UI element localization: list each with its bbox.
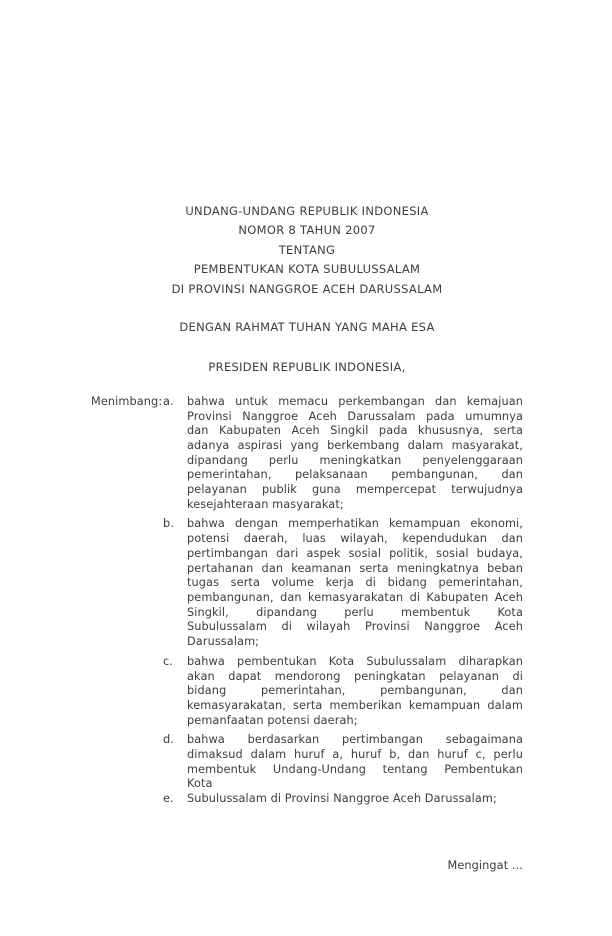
text-line: potensi daerah, luas wilayah, kependudukan dan [187,532,523,546]
text-line: bidang pemerintahan, pembangunan, dan [187,684,523,698]
menimbang-section [91,395,523,812]
text-line: pertimbangan dari aspek sosial politik, sosial budaya, [187,546,523,560]
text-line: Singkil, dipandang perlu membentuk Kota [187,605,523,619]
document-title [91,202,523,299]
text-line: tugas serta volume kerja di bidang pemerintahan, [187,576,523,590]
item-letter: e. [163,792,174,806]
item-text [187,395,523,513]
title-line-tentang: TENTANG [278,242,336,257]
text-line: pembangunan, dan kemasyarakatan di Kabupaten Aceh [187,590,523,604]
title-line-act: UNDANG-UNDANG REPUBLIK INDONESIA [185,204,429,218]
item-letter: c. [163,654,174,668]
text-line: pelayanan publik guna mempercepat terwujudnya [187,483,523,497]
text-line: bahwa pembentukan Kota Subulussalam diharapkan [187,654,523,668]
menimbang-item-e [163,792,523,807]
menimbang-item-b [163,517,523,649]
text-line: bahwa untuk memacu perkembangan dan kemajuan [187,394,523,408]
text-line: Kota [187,777,213,791]
text-line: bahwa berdasarkan pertimbangan sebagaimana [187,733,523,747]
title-line-subject: PEMBENTUKAN KOTA SUBULUSSALAM [193,262,421,277]
item-text [187,655,523,729]
text-line: dipandang perlu meningkatkan penyelenggaraan [187,453,523,467]
item-text [187,517,523,649]
text-line: pemanfaatan potensi daerah; [187,713,358,727]
text-line: dimaksud dalam huruf a, huruf b, dan huruf c, perlu [187,748,523,762]
title-line-number: NOMOR 8 TAHUN 2007 [238,223,376,238]
text-line: pemerintahan, pelaksanaan pembangunan, dan [187,468,523,482]
item-letter: d. [163,733,174,747]
text-line: kesejahteraan masyarakat; [187,497,344,511]
text-line: dan Kabupaten Aceh Singkil pada khususnya, serta [187,424,523,438]
invocation-line: DENGAN RAHMAT TUHAN YANG MAHA ESA [179,320,435,335]
text-line: bahwa dengan memperhatikan kemampuan ekonomi, [187,517,523,531]
catchword: Mengingat ... [447,858,523,872]
menimbang-item-a [163,395,523,513]
text-line: adanya aspirasi yang berkembang dalam masyarakat, [187,438,523,452]
text-line: Darussalam; [187,635,260,649]
menimbang-item-d [163,733,523,792]
menimbang-items [163,395,523,812]
text-line: Provinsi Nanggroe Aceh Darussalam pada umumnya [187,409,523,423]
item-text [187,733,523,792]
item-letter: b. [163,517,174,531]
item-letter: a. [163,394,174,408]
text-line: kemasyarakatan, serta memberikan kemampuan dalam [187,698,523,712]
item-text [187,792,523,807]
text-line: membentuk Undang-Undang tentang Pembentukan [187,762,523,776]
text-line: pertahanan dan keamanan serta meningkatnya beban [187,561,523,575]
text-line: akan dapat mendorong peningkatan pelayanan di [187,669,523,683]
issuer-line: PRESIDEN REPUBLIK INDONESIA, [208,360,406,375]
menimbang-item-c [163,655,523,729]
title-line-province: DI PROVINSI NANGGROE ACEH DARUSSALAM [171,281,443,296]
text-line: Subulussalam di Provinsi Nanggroe Aceh Darussalam; [187,792,497,806]
text-line: Subulussalam di wilayah Provinsi Nanggroe Aceh [187,620,523,634]
menimbang-label: Menimbang: [91,394,163,408]
